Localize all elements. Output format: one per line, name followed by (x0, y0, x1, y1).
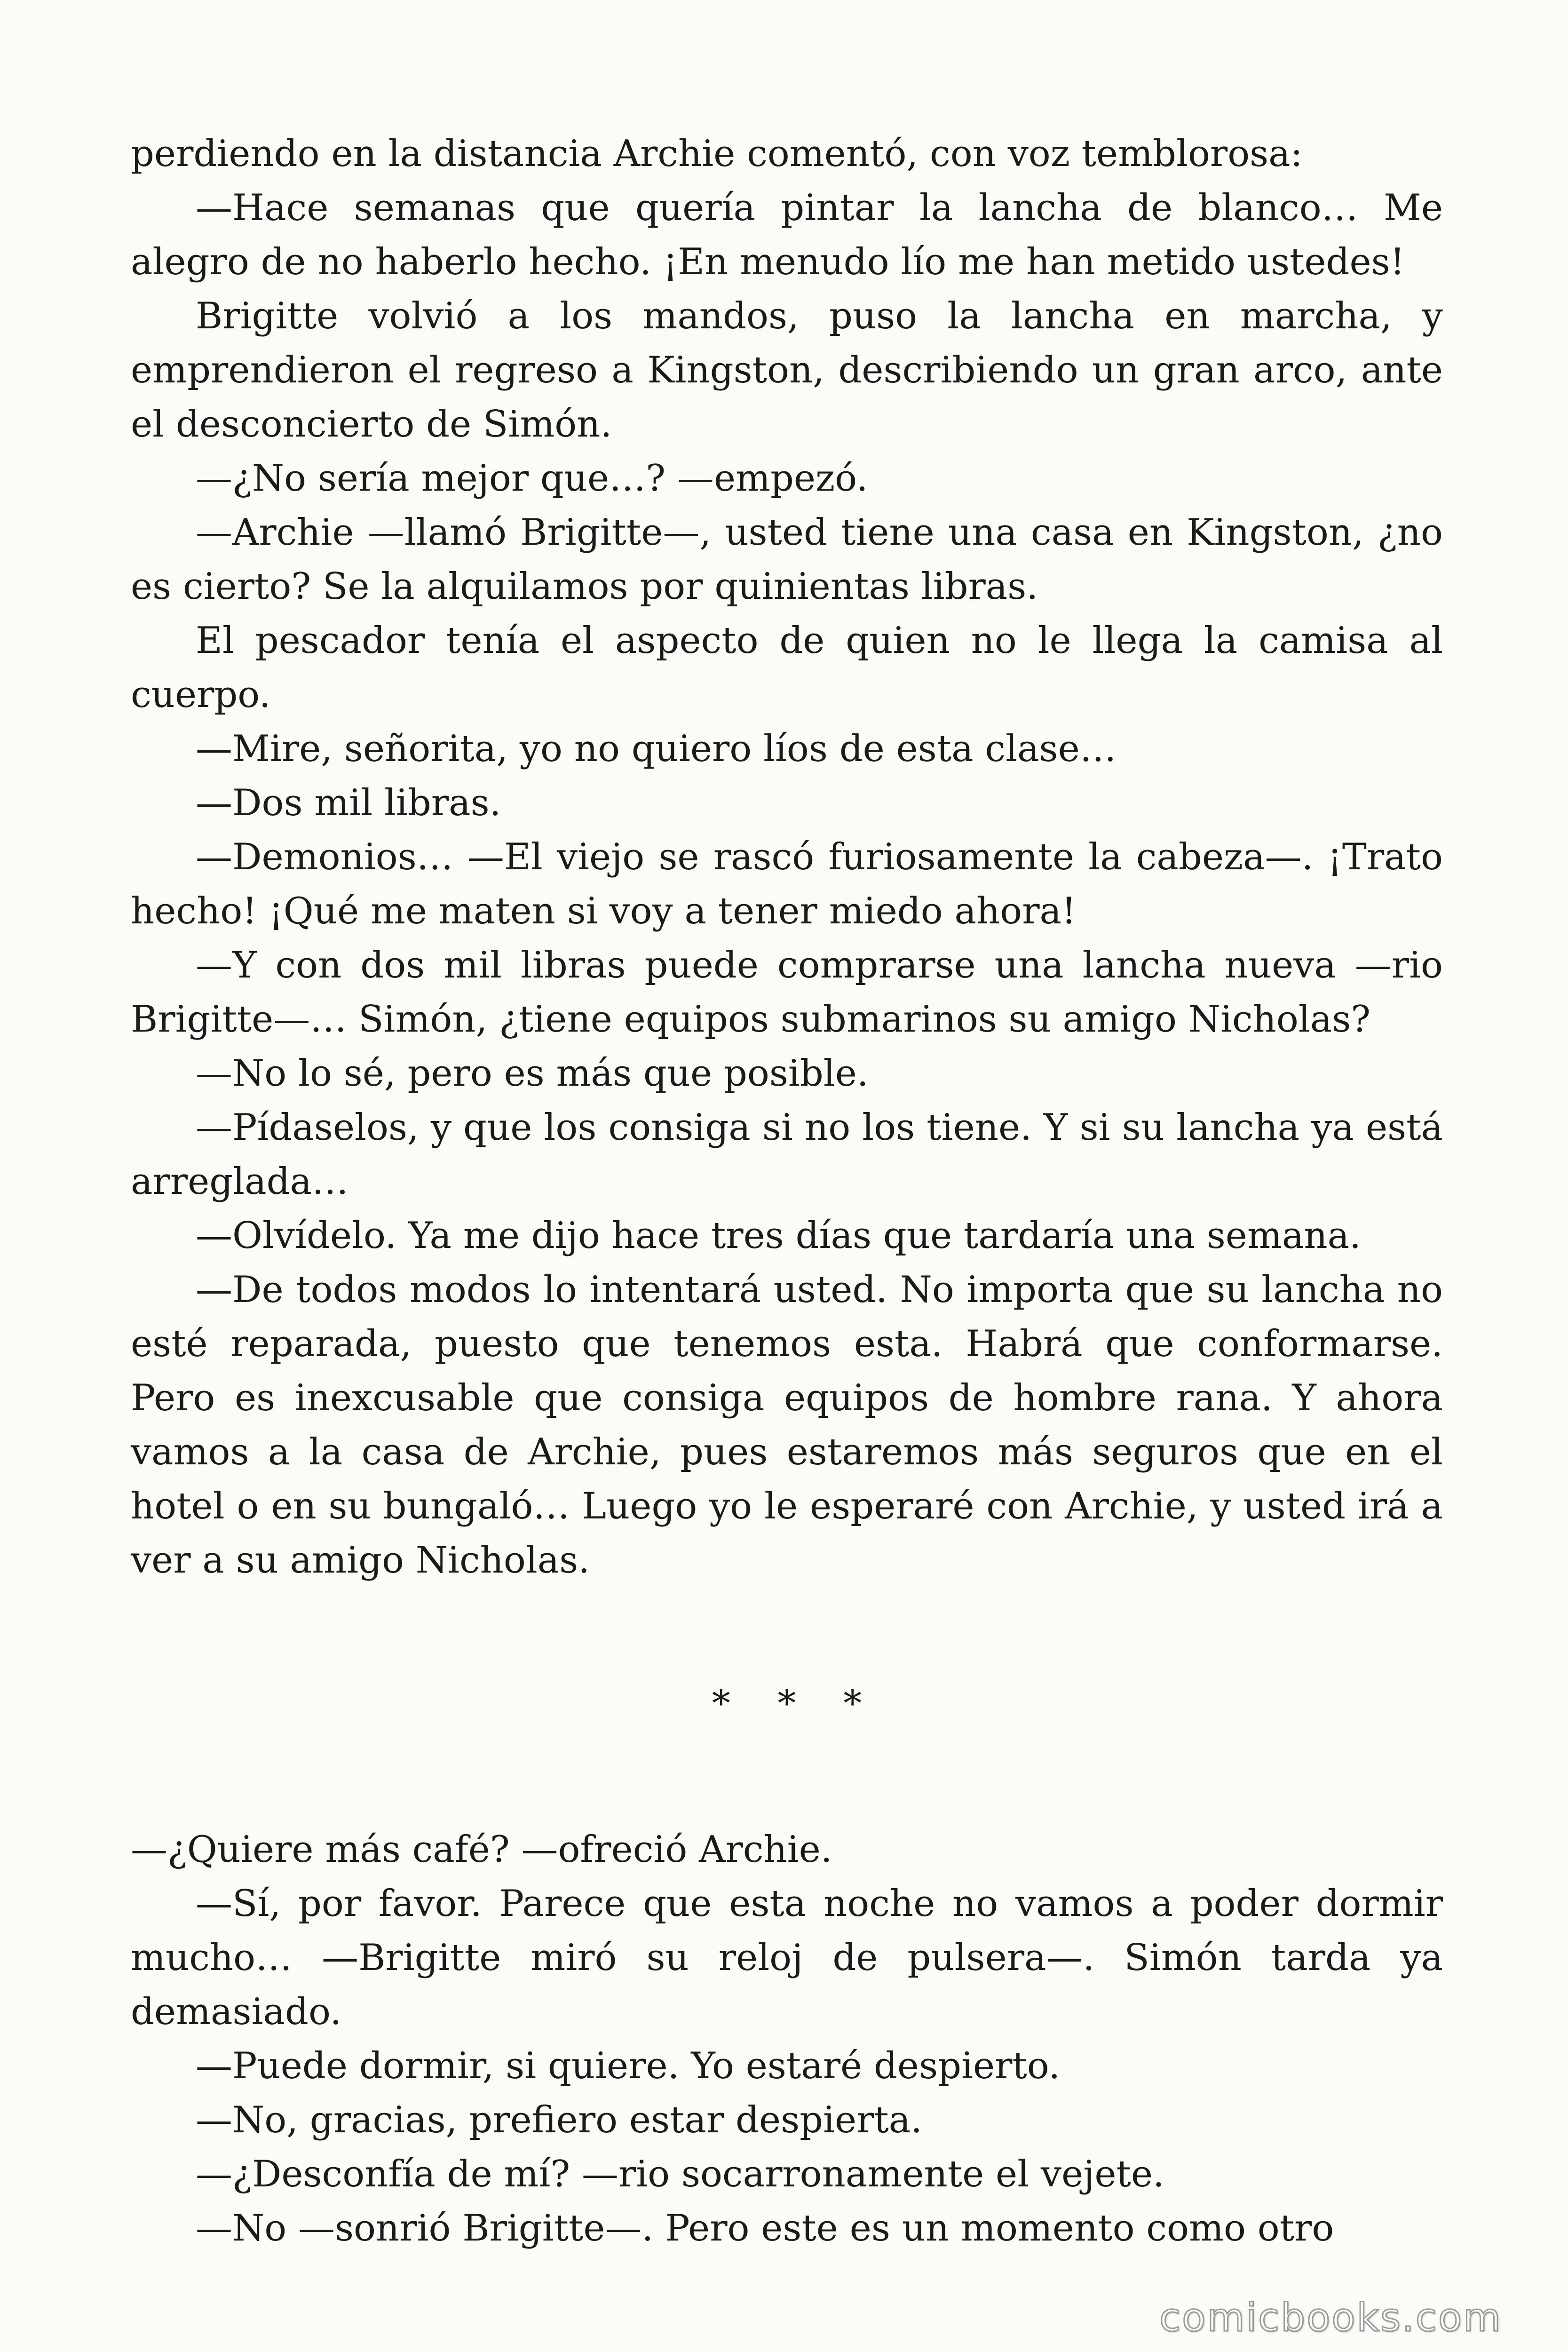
paragraph: Brigitte volvió a los mandos, puso la lancha en marcha, y emprendieron el regreso a Kingston, describiendo un gran arco, ante el desconcierto de Simón. (131, 295, 1443, 445)
paragraph: —No lo sé, pero es más que posible. (196, 1052, 869, 1095)
paragraph: —Dos mil libras. (196, 782, 501, 824)
paragraph: —¿Quiere más café? —ofreció Archie. (131, 1828, 832, 1871)
watermark-logo: comicbooks.com (1159, 2296, 1502, 2340)
paragraph: —Olvídelo. Ya me dijo hace tres días que tardaría una semana. (196, 1215, 1361, 1257)
paragraph: —Demonios… —El viejo se rascó furiosamente la cabeza—. ¡Trato hecho! ¡Qué me maten si voy a tener miedo ahora! (131, 836, 1443, 932)
paragraph: perdiendo en la distancia Archie comentó, con voz temblorosa: (131, 133, 1303, 175)
paragraph: —¿No sería mejor que…? —empezó. (196, 457, 868, 500)
paragraph: —Y con dos mil libras puede comprarse una lancha nueva —rio Brigitte—… Simón, ¿tiene equipos submarinos su amigo Nicholas? (131, 944, 1443, 1041)
paragraph: —¿Desconfía de mí? —rio socarronamente el vejete. (196, 2153, 1164, 2195)
paragraph: —Pídaselos, y que los consiga si no los tiene. Y si su lancha ya está arreglada… (131, 1106, 1443, 1203)
paragraph: —Mire, señorita, yo no quiero líos de esta clase… (196, 728, 1117, 770)
book-page-text (131, 127, 1443, 2256)
paragraph: —No, gracias, prefiero estar despierta. (196, 2099, 923, 2141)
paragraph: —Hace semanas que quería pintar la lancha de blanco… Me alegro de no haberlo hecho. ¡En menudo lío me han metido ustedes! (131, 187, 1443, 283)
paragraph: —Archie —llamó Brigitte—, usted tiene una casa en Kingston, ¿no es cierto? Se la alquilamos por quinientas libras. (131, 511, 1443, 608)
paragraph: —De todos modos lo intentará usted. No importa que su lancha no esté reparada, puesto que tenemos esta. Habrá que conformarse. Pero es inexcusable que consiga equipos de hombre rana. Y ahora vamos a la casa de Archie, pues estaremos más seguros que en el hotel o en su bungaló… Luego yo le esperaré con Archie, y usted irá a ver a su amigo Nicholas. (131, 1269, 1443, 1581)
section-break: * * * (712, 1683, 880, 1725)
text-section-2 (131, 1823, 1443, 2256)
text-section-1 (131, 127, 1443, 1588)
paragraph: —Puede dormir, si quiere. Yo estaré despierto. (196, 2045, 1061, 2087)
paragraph: El pescador tenía el aspecto de quien no le llega la camisa al cuerpo. (131, 620, 1443, 716)
paragraph: —No —sonrió Brigitte—. Pero este es un momento como otro (196, 2207, 1334, 2249)
paragraph: —Sí, por favor. Parece que esta noche no vamos a poder dormir mucho… —Brigitte miró su reloj de pulsera—. Simón tarda ya demasiado. (131, 1883, 1443, 2033)
